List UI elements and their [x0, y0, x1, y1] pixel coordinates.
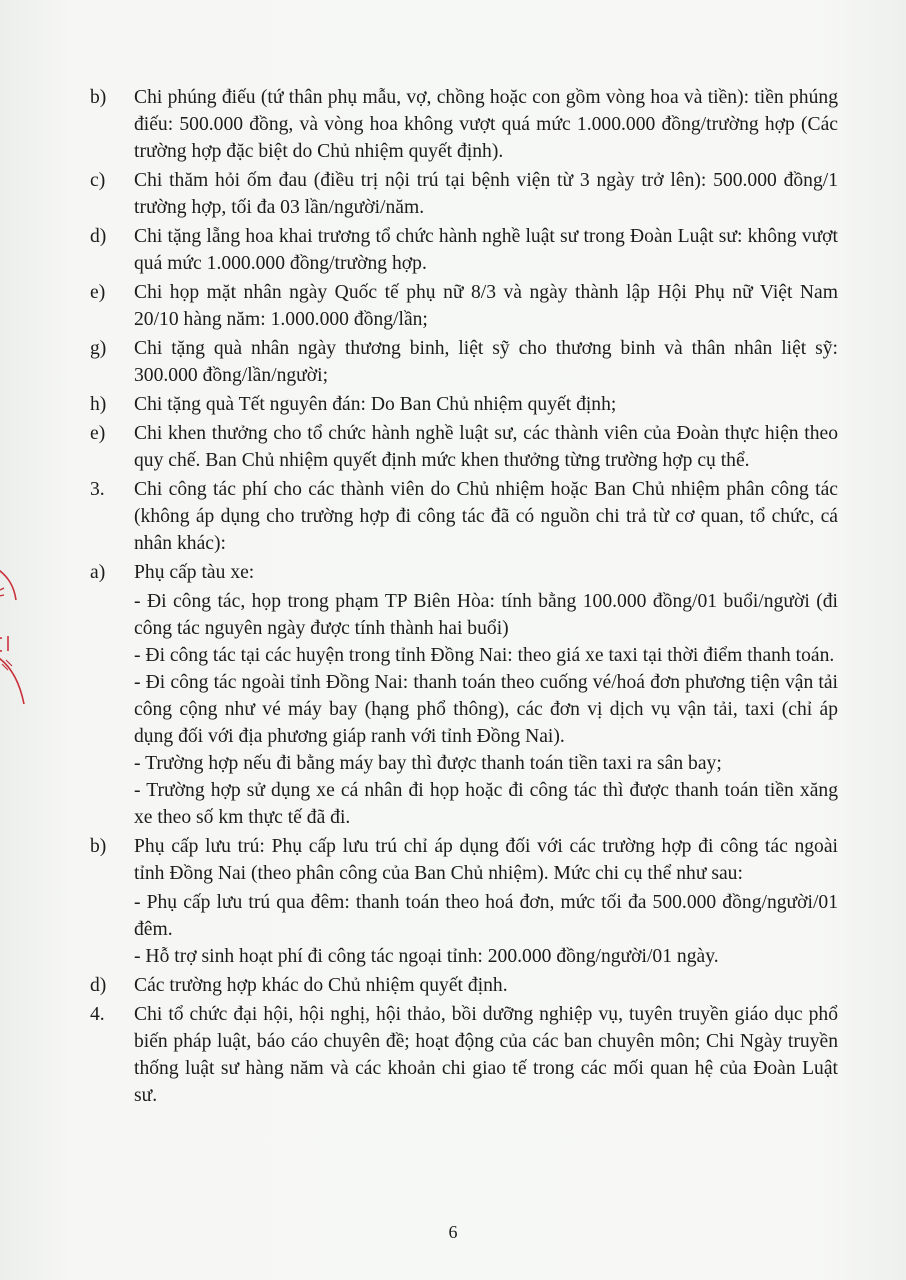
item-marker: a) — [90, 562, 106, 583]
list-item — [90, 223, 838, 277]
item-marker: d) — [90, 226, 107, 247]
sub-paragraph: - Phụ cấp lưu trú qua đêm: thanh toán theo hoá đơn, mức tối đa 500.000 đồng/người/01 đêm. — [134, 892, 838, 940]
sub-paragraph: - Đi công tác ngoài tỉnh Đồng Nai: thanh toán theo cuống vé/hoá đơn phương tiện vận tải công cộng như vé máy bay (hạng phổ thông), các đơn vị dịch vụ vận tải, taxi (chỉ áp dụng đối với địa phương giáp ranh với tỉnh Đồng Nai). — [134, 672, 838, 747]
list-item — [90, 279, 838, 333]
list-item — [90, 391, 838, 418]
list-item — [90, 559, 838, 586]
sub-paragraph: - Đi công tác tại các huyện trong tỉnh Đồng Nai: theo giá xe taxi tại thời điểm thanh toán. — [134, 645, 835, 666]
item-marker: e) — [90, 423, 106, 444]
list-item — [90, 972, 838, 999]
sub-paragraph: - Trường hợp nếu đi bằng máy bay thì được thanh toán tiền taxi ra sân bay; — [134, 753, 722, 774]
list-item — [90, 476, 838, 557]
red-stamp-fragment — [0, 560, 34, 720]
sub-paragraph: - Trường hợp sử dụng xe cá nhân đi họp hoặc đi công tác thì được thanh toán tiền xăng xe theo số km thực tế đã đi. — [134, 780, 838, 828]
list-item — [90, 420, 838, 474]
item-text: Phụ cấp tàu xe: — [134, 562, 255, 583]
item-text: Chi khen thưởng cho tổ chức hành nghề luật sư, các thành viên của Đoàn thực hiện theo quy chế. Ban Chủ nhiệm quyết định mức khen thưởng từng trường hợp cụ thể. — [134, 423, 838, 471]
page-number: 6 — [448, 1222, 458, 1242]
item-marker: 3. — [90, 479, 105, 500]
list-item — [90, 84, 838, 165]
item-marker: b) — [90, 836, 107, 857]
list-item — [90, 1001, 838, 1109]
item-text: Các trường hợp khác do Chủ nhiệm quyết định. — [134, 975, 508, 996]
item-marker: h) — [90, 394, 107, 415]
item-text: Chi tặng lẵng hoa khai trương tổ chức hành nghề luật sư trong Đoàn Luật sư: không vượt quá mức 1.000.000 đồng/trường hợp. — [134, 226, 838, 274]
item-marker: c) — [90, 170, 106, 191]
item-text: Chi tổ chức đại hội, hội nghị, hội thảo, bồi dưỡng nghiệp vụ, tuyên truyền giáo dục phổ biến pháp luật, báo cáo chuyên đề; hoạt động của các ban chuyên môn; Chi Ngày truyền thống luật sư hàng năm và các khoản chi giao tế trong các mối quan hệ của Đoàn Luật sư. — [134, 1004, 838, 1106]
item-text: Chi họp mặt nhân ngày Quốc tế phụ nữ 8/3 và ngày thành lập Hội Phụ nữ Việt Nam 20/10 hàng năm: 1.000.000 đồng/lần; — [134, 282, 838, 330]
list-item — [90, 335, 838, 389]
sub-paragraph: - Hỗ trợ sinh hoạt phí đi công tác ngoại tỉnh: 200.000 đồng/người/01 ngày. — [134, 946, 719, 967]
item-marker: 4. — [90, 1004, 105, 1025]
item-marker: g) — [90, 338, 107, 359]
item-text: Phụ cấp lưu trú: Phụ cấp lưu trú chỉ áp dụng đối với các trường hợp đi công tác ngoài tỉnh Đồng Nai (theo phân công của Ban Chủ nhiệm). Mức chi cụ thể như sau: — [134, 836, 838, 884]
item-marker: d) — [90, 975, 107, 996]
list-item — [90, 167, 838, 221]
list-item — [90, 833, 838, 887]
item-text: Chi phúng điếu (tứ thân phụ mẫu, vợ, chồng hoặc con gồm vòng hoa và tiền): tiền phúng điếu: 500.000 đồng, và vòng hoa không vượt quá mức 1.000.000 đồng/trường hợp (Các trường hợp đặc biệt do Chủ nhiệm quyết định). — [134, 87, 838, 162]
item-text: Chi tặng quà Tết nguyên đán: Do Ban Chủ nhiệm quyết định; — [134, 394, 617, 415]
item-text: Chi công tác phí cho các thành viên do Chủ nhiệm hoặc Ban Chủ nhiệm phân công tác (không áp dụng cho trường hợp đi công tác đã có nguồn chi trả từ cơ quan, tổ chức, cá nhân khác): — [134, 479, 838, 554]
item-marker: b) — [90, 87, 107, 108]
sub-paragraph: - Đi công tác, họp trong phạm TP Biên Hòa: tính bằng 100.000 đồng/01 buổi/người (đi công tác nguyên ngày được tính thành hai buổi) — [134, 591, 838, 639]
item-text: Chi thăm hỏi ốm đau (điều trị nội trú tại bệnh viện từ 3 ngày trở lên): 500.000 đồng/1 trường hợp, tối đa 03 lần/người/năm. — [134, 170, 838, 218]
item-marker: e) — [90, 282, 106, 303]
document-body — [90, 84, 838, 1111]
item-text: Chi tặng quà nhân ngày thương binh, liệt sỹ cho thương binh và thân nhân liệt sỹ: 300.000 đồng/lần/người; — [134, 338, 838, 386]
